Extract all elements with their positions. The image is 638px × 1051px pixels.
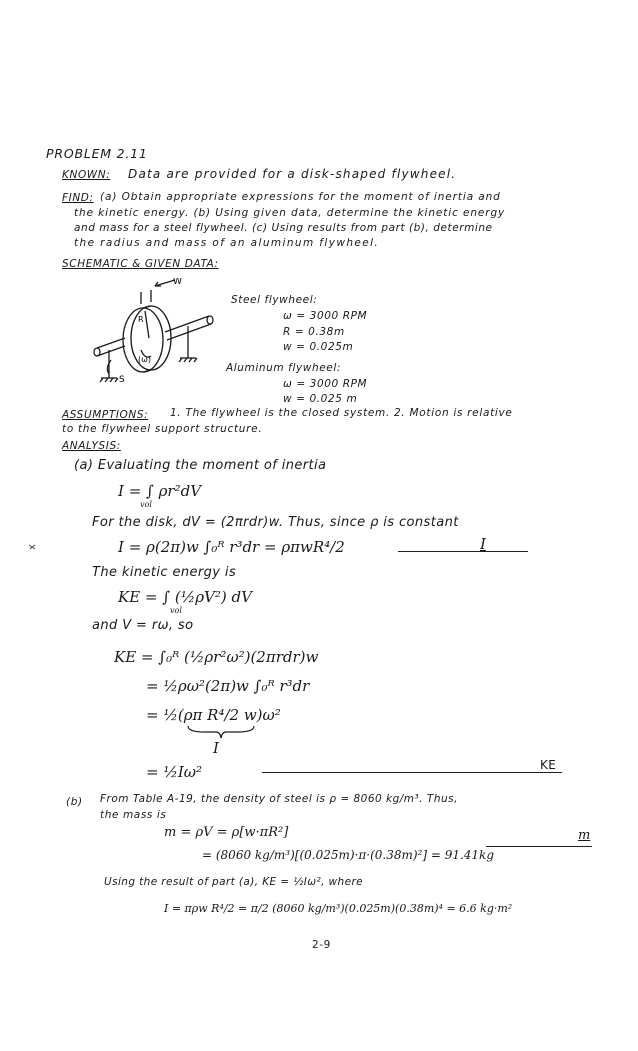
known-text: Data are provided for a disk-shaped flywheel. (128, 167, 457, 181)
part-a-eq2-tag: I (480, 535, 486, 553)
part-a-eq2-arrow (398, 551, 528, 552)
part-b-label: (b) (66, 796, 83, 808)
part-a-line4: and V = rω, so (92, 618, 194, 633)
problem-title: PROBLEM 2.11 (46, 146, 148, 161)
part-a-eq3-sub: vol (170, 606, 182, 615)
schematic-label: SCHEMATIC & GIVEN DATA: (62, 258, 219, 270)
part-b-eq3: I = πρw R⁴/2 = π/2 (8060 kg/m³)(0.025m)(0.38m)⁴ = 6.6 kg·m² (164, 902, 513, 915)
find-line-2: the kinetic energy. (b) Using given data, determine the kinetic energy (74, 207, 506, 219)
page-number: 2-9 (312, 939, 331, 951)
known-label: KNOWN: (62, 169, 111, 181)
steel-title: Steel flywheel: (231, 294, 318, 306)
part-a-line2: For the disk, dV = (2πrdr)w. Thus, since ρ is constant (92, 515, 459, 530)
find-label: FIND: (62, 192, 94, 204)
aluminum-omega: ω = 3000 RPM (283, 378, 368, 390)
part-a-heading: (a) Evaluating the moment of inertia (74, 458, 327, 473)
part-b-eq2-arrow (486, 846, 592, 847)
part-a-line3: The kinetic energy is (92, 565, 237, 580)
steel-width: w = 0.025m (283, 341, 354, 353)
steel-omega: ω = 3000 RPM (283, 310, 368, 322)
steel-radius: R = 0.38m (283, 326, 345, 338)
find-line-4: the radius and mass of an aluminum flywheel. (74, 237, 380, 249)
analysis-label: ANALYSIS: (62, 440, 121, 452)
find-line-1: (a) Obtain appropriate expressions for the moment of inertia and (100, 191, 501, 203)
assumptions-label: ASSUMPTIONS: (62, 409, 149, 421)
part-a-eq7-tag: KE (540, 758, 557, 772)
aluminum-width: w = 0.025 m (283, 393, 358, 405)
find-line-3: and mass for a steel flywheel. (c) Using results from part (b), determine (74, 222, 493, 234)
part-a-eq4: KE = ∫₀ᴿ (½ρr²ω²)(2πrdr)w (114, 648, 319, 666)
part-a-brace-label: I (213, 739, 219, 757)
diagram-w-label: W (173, 278, 182, 287)
flywheel-diagram (85, 278, 220, 398)
aluminum-title: Aluminum flywheel: (226, 362, 342, 374)
part-b-line3: Using the result of part (a), KE = ½Iω², where (104, 876, 364, 888)
part-a-eq1-sub: vol (140, 500, 152, 509)
part-b-line1: From Table A-19, the density of steel is ρ = 8060 kg/m³. Thus, (100, 793, 458, 805)
part-a-eq6: = ½(ρπ R⁴/2 w)ω² (146, 706, 281, 724)
part-b-eq1: m = ρV = ρ[w·πR²] (164, 825, 289, 840)
part-a-eq7: = ½Iω² (146, 763, 203, 781)
part-a-eq5: = ½ρω²(2π)w ∫₀ᴿ r³dr (146, 677, 310, 695)
assumptions-line-2: to the flywheel support structure. (62, 423, 263, 435)
assumptions-line-1: 1. The flywheel is the closed system. 2. Motion is relative (170, 407, 513, 419)
part-a-eq3: KE = ∫ (½ρV²) dV (118, 588, 252, 606)
part-a-eq1: I = ∫ ρr²dV (118, 482, 202, 500)
diagram-r-label: R (138, 315, 144, 324)
part-b-eq2-tag: m (578, 828, 591, 843)
diagram-s-label: S (119, 375, 125, 385)
diagram-omega-label: (ω) (138, 355, 151, 364)
part-b-eq2: = (8060 kg/m³)[(0.025m)·π·(0.38m)²] = 91.41kg (202, 848, 495, 862)
margin-mark (28, 543, 36, 551)
part-b-line2: the mass is (100, 809, 167, 821)
part-a-brace (186, 724, 256, 742)
part-a-eq7-arrow (262, 772, 562, 773)
part-a-eq2: I = ρ(2π)w ∫₀ᴿ r³dr = ρπwR⁴/2 (118, 538, 345, 556)
